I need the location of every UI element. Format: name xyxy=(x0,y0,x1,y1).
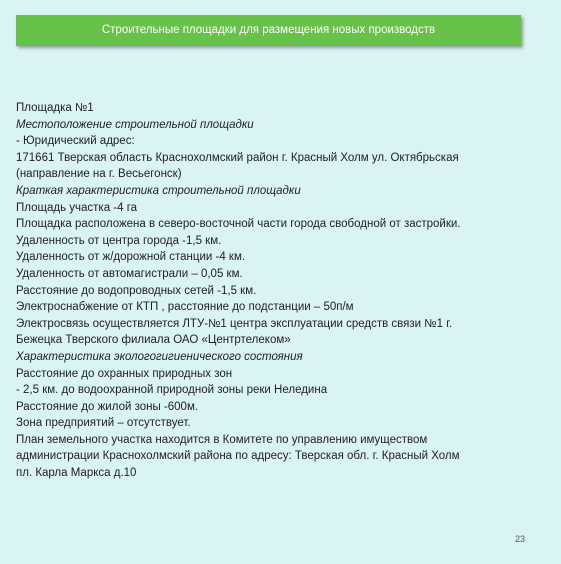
section-heading: Местоположение строительной площадки xyxy=(16,118,254,131)
text-line: Удаленность от ж/дорожной станции -4 км. xyxy=(16,251,246,264)
text-line: Зона предприятий – отсутствует. xyxy=(16,417,191,430)
text-line: Электроснабжение от КТП , расстояние до подстанции – 50п/м xyxy=(16,301,354,314)
section-heading: Краткая характеристика строительной площадки xyxy=(16,184,301,197)
text-line: Площадь участка -4 га xyxy=(16,201,138,214)
text-line: Удаленность от автомагистрали – 0,05 км. xyxy=(16,267,243,280)
page-number: 23 xyxy=(514,534,525,544)
text-line: Площадка расположена в северо-восточной части города свободной от застройки. xyxy=(16,218,461,231)
text-line: План земельного участка находится в Комитете по управлению имуществом xyxy=(16,433,428,446)
title-banner xyxy=(16,15,521,46)
section-heading: Характеристика экологогигиенического состояния xyxy=(16,350,303,363)
text-line: Расстояние до жилой зоны -600м. xyxy=(16,400,199,413)
text-line: Бежецка Тверского филиала ОАО «Центртелеком» xyxy=(16,334,291,347)
text-line: Расстояние до охранных природных зон xyxy=(16,367,233,380)
text-line: Расстояние до водопроводных сетей -1,5 км. xyxy=(16,284,257,297)
text-line: Удаленность от центра города -1,5 км. xyxy=(16,234,222,247)
text-line: 171661 Тверская область Краснохолмский район г. Красный Холм ул. Октябрьская xyxy=(16,151,459,164)
text-line: Площадка №1 xyxy=(16,102,94,114)
text-line: пл. Карла Маркса д.10 xyxy=(16,467,137,480)
text-line: администрации Краснохолмский района по адресу: Тверская обл. г. Красный Холм xyxy=(16,450,460,463)
text-line: (направление на г. Весьегонск) xyxy=(16,168,182,181)
text-line: Электросвязь осуществляется ЛТУ-№1 центра эксплуатации средств связи №1 г. xyxy=(16,317,453,330)
page-title: Строительные площадки для размещения новых производств xyxy=(101,24,436,36)
site-description xyxy=(16,100,546,482)
text-line: - 2,5 км. до водоохранной природной зоны реки Неледина xyxy=(16,384,328,397)
text-line: - Юридический адрес: xyxy=(16,135,135,148)
